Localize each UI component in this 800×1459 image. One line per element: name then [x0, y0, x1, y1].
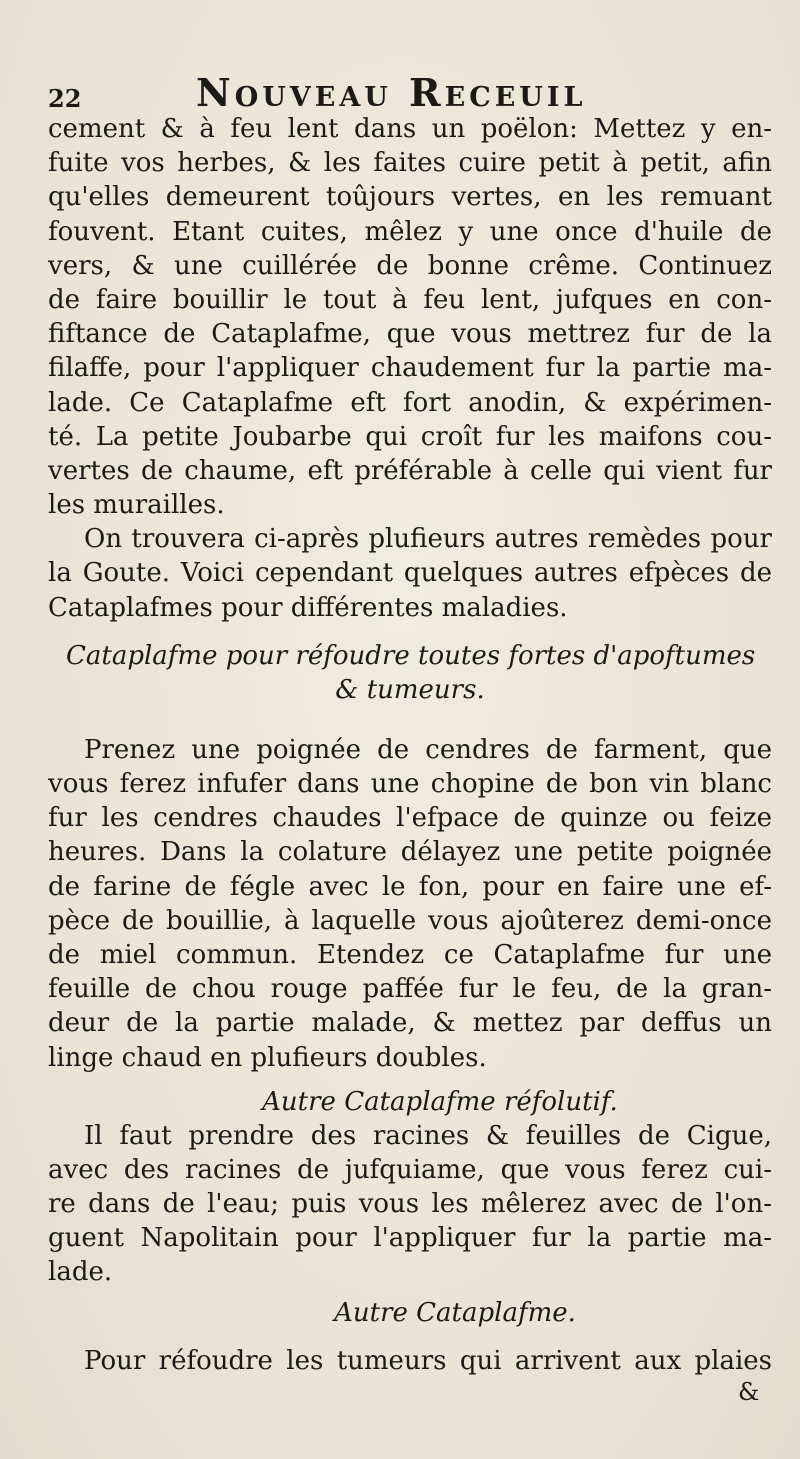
text-line: Prenez une poignée de cendres de farment, que [84, 734, 772, 765]
paragraph-5 [48, 1344, 772, 1378]
text-line: cement & à feu lent dans un poëlon: Mettez y en- [48, 114, 772, 144]
text-line: linge chaud en plufieurs doubles. [48, 1042, 487, 1073]
text-line: filaffe, pour l'appliquer chaudement fur la partie ma- [48, 353, 772, 384]
spacer [48, 1330, 772, 1344]
text-line: re dans de l'eau; puis vous les mêlerez avec de l'on- [48, 1189, 772, 1220]
text-line: guent Napolitain pour l'appliquer fur la partie ma- [48, 1223, 772, 1254]
spacer [48, 707, 772, 733]
section-heading: Cataplafme pour réfoudre toutes fortes d'apoftumes [66, 640, 756, 671]
text-line: feuille de chou rouge paffée fur le feu, de la gran- [48, 974, 772, 1005]
paragraph-3 [48, 733, 772, 1075]
text-line: fuite vos herbes, & les faites cuire petit à petit, afin [48, 148, 772, 179]
page-number: 22 [48, 84, 82, 113]
body-text [48, 112, 772, 1378]
text-line: les murailles. [48, 490, 225, 521]
text-line: lade. Ce Cataplafme eft fort anodin, & expérimen- [48, 387, 772, 418]
text-line: Il faut prendre des racines & feuilles de Cigue, [84, 1120, 772, 1151]
text-line: Pour réfoudre les tumeurs qui arrivent aux plaies [84, 1345, 772, 1376]
section-heading: Autre Cataplafme réfolutif. [262, 1086, 618, 1117]
text-line: fouvent. Etant cuites, mêlez y une once d'huile de [48, 216, 772, 247]
text-line: On trouvera ci-après plufieurs autres remèdes pour [84, 524, 772, 555]
running-title: Nouveau Receuil [196, 70, 587, 115]
text-line: deur de la partie malade, & mettez par deffus un [48, 1008, 772, 1039]
text-line: avec des racines de jufquiame, que vous ferez cui- [48, 1154, 772, 1185]
paragraph-4 [48, 1119, 772, 1290]
paragraph-1 [48, 112, 772, 522]
text-line: la Goute. Voici cependant quelques autres efpèces de [48, 558, 772, 589]
text-line: Cataplafmes pour différentes maladies. [48, 592, 568, 623]
text-line: té. La petite Joubarbe qui croît fur les maifons cou- [48, 421, 772, 452]
text-line: vous ferez infufer dans une chopine de bon vin blanc [48, 769, 772, 799]
text-line: vers, & une cuillérée de bonne crême. Continuez [48, 250, 772, 281]
text-line: pèce de bouillie, à laquelle vous ajoûterez demi-once [48, 905, 772, 936]
text-line: lade. [48, 1257, 113, 1288]
text-line: de faire bouillir le tout à feu lent, jufques en con- [48, 284, 772, 315]
text-line: vertes de chaume, eft préférable à celle qui vient fur [48, 455, 772, 486]
text-line: de miel commun. Etendez ce Cataplafme fur une [48, 939, 772, 970]
section-heading: Autre Cataplafme. [334, 1297, 576, 1328]
page-header [48, 62, 768, 115]
paragraph-2 [48, 522, 772, 625]
text-line: qu'elles demeurent toûjours vertes, en les remuant [48, 182, 772, 213]
section-heading-continued: & tumeurs. [335, 674, 485, 705]
text-line: fiftance de Cataplafme, que vous mettrez fur de la [48, 319, 772, 350]
text-line: heures. Dans la colature délayez une petite poignée [48, 837, 772, 868]
text-line: de farine de fégle avec le fon, pour en faire une ef- [48, 871, 772, 902]
text-line: fur les cendres chaudes l'efpace de quinze ou feize [48, 803, 772, 834]
catchword: & [738, 1378, 760, 1406]
